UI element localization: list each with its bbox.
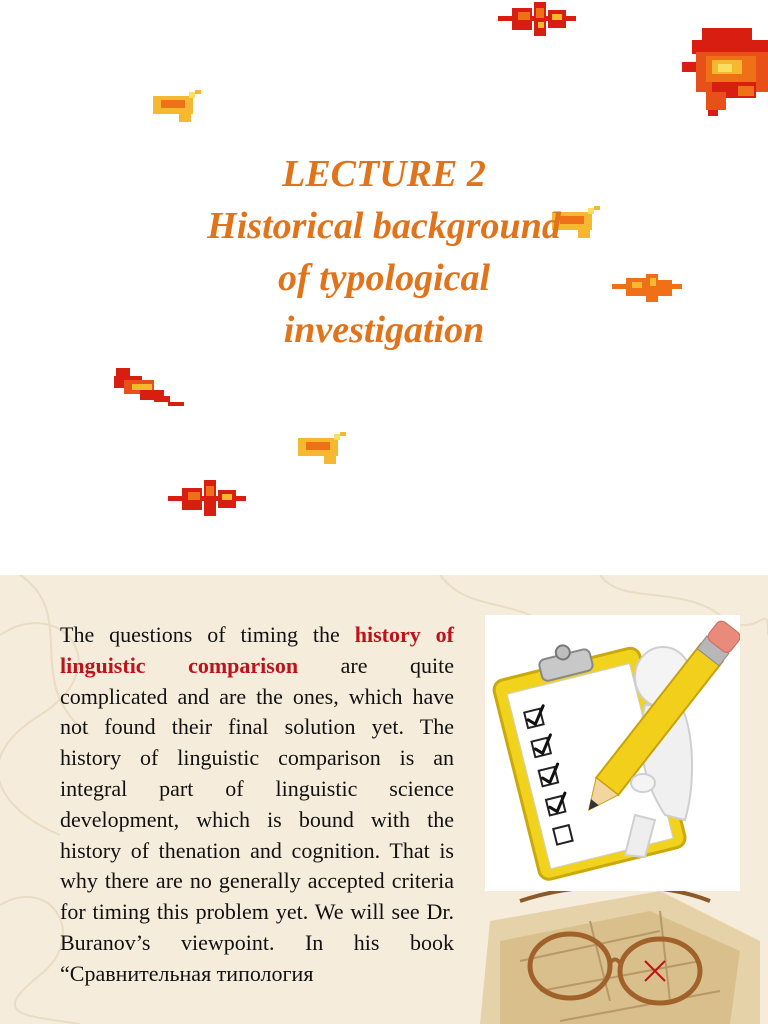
title-line: investigation <box>283 309 485 351</box>
text-run: are quite complicated and are the ones, which have not found their final solution yet. The history of linguistic comparison is an integral part of linguistic science development, which is bound with the history of thenation and cognition. That is why there are no generally accepted criteria for timing this problem yet. We will see Dr. Buranov’s viewpoint. In his book “Сравнительная типология <box>60 652 454 986</box>
text-run: The questions of timing the <box>60 622 355 647</box>
highlighted-term: history of linguistic comparison <box>60 622 455 678</box>
autumn-leaf-icon <box>168 478 248 518</box>
clipboard-checklist-pencil-icon <box>485 615 740 891</box>
autumn-leaf-icon <box>114 368 186 408</box>
eyeglasses-map-icon <box>460 881 768 1024</box>
title-line: of typological <box>277 257 491 299</box>
slide-title <box>150 148 618 356</box>
title-line: Historical background <box>207 205 561 247</box>
autumn-leaf-icon <box>612 272 684 304</box>
paragraph-text <box>60 620 454 990</box>
autumn-leaf-icon <box>298 430 346 466</box>
autumn-leaf-icon <box>498 0 578 40</box>
autumn-leaf-icon <box>682 26 768 116</box>
illustration-frame <box>485 615 740 891</box>
autumn-leaf-icon <box>153 88 201 124</box>
content-slide <box>0 575 768 1024</box>
title-line: LECTURE 2 <box>282 153 486 195</box>
